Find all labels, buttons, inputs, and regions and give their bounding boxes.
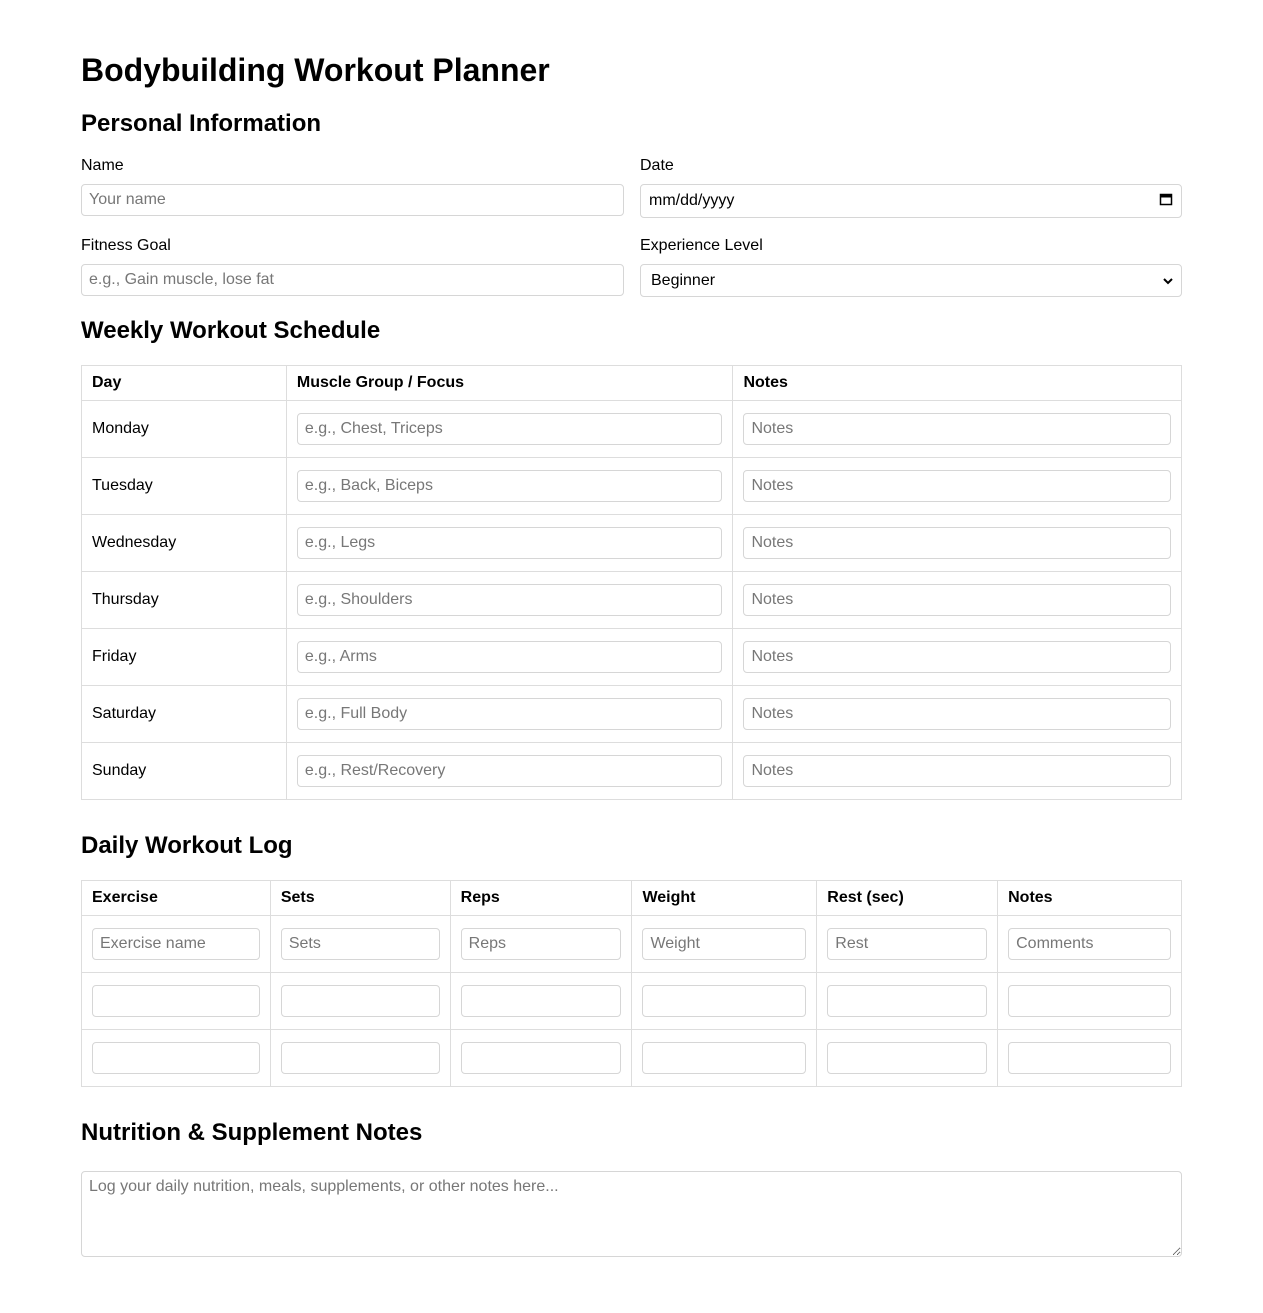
reps-input[interactable] [461,928,622,960]
comments-input[interactable] [1008,1042,1171,1074]
schedule-row-wednesday [82,515,1182,572]
muscle-group-input[interactable] [297,698,723,730]
date-label: Date [640,157,674,174]
comments-input[interactable] [1008,928,1171,960]
column-header-exercise: Exercise [82,881,271,916]
day-label: Tuesday [82,458,287,515]
name-input[interactable] [81,184,624,216]
log-header-row [82,881,1182,916]
nutrition-heading: Nutrition & Supplement Notes [81,1119,423,1146]
reps-input[interactable] [461,985,622,1017]
log-row [82,916,1182,973]
schedule-row-sunday [82,743,1182,800]
schedule-row-thursday [82,572,1182,629]
notes-input[interactable] [743,755,1171,787]
muscle-group-input[interactable] [297,413,723,445]
day-label: Friday [82,629,287,686]
log-row [82,1030,1182,1087]
fitness-goal-label: Fitness Goal [81,237,171,254]
column-header-notes: Notes [733,366,1182,401]
experience-level-select[interactable] [640,264,1182,297]
notes-input[interactable] [743,641,1171,673]
exercise-input[interactable] [92,985,260,1017]
nutrition-notes-textarea[interactable] [81,1171,1182,1257]
chevron-down-icon [1163,272,1173,290]
muscle-group-input[interactable] [297,527,723,559]
day-label: Wednesday [82,515,287,572]
muscle-group-input[interactable] [297,584,723,616]
notes-input[interactable] [743,413,1171,445]
weight-input[interactable] [642,985,806,1017]
schedule-row-monday [82,401,1182,458]
fitness-goal-input[interactable] [81,264,624,296]
daily-log-heading: Daily Workout Log [81,832,293,859]
day-label: Sunday [82,743,287,800]
column-header-sets: Sets [270,881,450,916]
sets-input[interactable] [281,1042,440,1074]
personal-info-heading: Personal Information [81,110,322,137]
name-label: Name [81,157,124,174]
schedule-row-tuesday [82,458,1182,515]
experience-level-label: Experience Level [640,237,763,254]
day-label: Thursday [82,572,287,629]
schedule-row-saturday [82,686,1182,743]
notes-input[interactable] [743,584,1171,616]
column-header-muscle-group: Muscle Group / Focus [286,366,733,401]
day-label: Saturday [82,686,287,743]
muscle-group-input[interactable] [297,755,723,787]
rest-input[interactable] [827,928,987,960]
column-header-rest: Rest (sec) [817,881,998,916]
notes-input[interactable] [743,527,1171,559]
column-header-weight: Weight [632,881,817,916]
notes-input[interactable] [743,470,1171,502]
column-header-reps: Reps [450,881,632,916]
notes-input[interactable] [743,698,1171,730]
date-input[interactable] [640,184,1182,218]
weight-input[interactable] [642,1042,806,1074]
daily-log-table [81,880,1182,1087]
day-label: Monday [82,401,287,458]
weekly-schedule-table [81,365,1182,800]
rest-input[interactable] [827,985,987,1017]
comments-input[interactable] [1008,985,1171,1017]
sets-input[interactable] [281,928,440,960]
column-header-notes: Notes [998,881,1182,916]
reps-input[interactable] [461,1042,622,1074]
exercise-input[interactable] [92,928,260,960]
rest-input[interactable] [827,1042,987,1074]
weight-input[interactable] [642,928,806,960]
muscle-group-input[interactable] [297,470,723,502]
column-header-day: Day [82,366,287,401]
weekly-schedule-heading: Weekly Workout Schedule [81,317,381,344]
experience-level-value: Beginner [651,271,716,289]
schedule-row-friday [82,629,1182,686]
exercise-input[interactable] [92,1042,260,1074]
log-row [82,973,1182,1030]
sets-input[interactable] [281,985,440,1017]
muscle-group-input[interactable] [297,641,723,673]
date-input-value: mm/dd/yyyy [649,192,735,209]
schedule-header-row [82,366,1182,401]
calendar-icon[interactable] [1159,192,1173,211]
page-title: Bodybuilding Workout Planner [81,52,550,88]
